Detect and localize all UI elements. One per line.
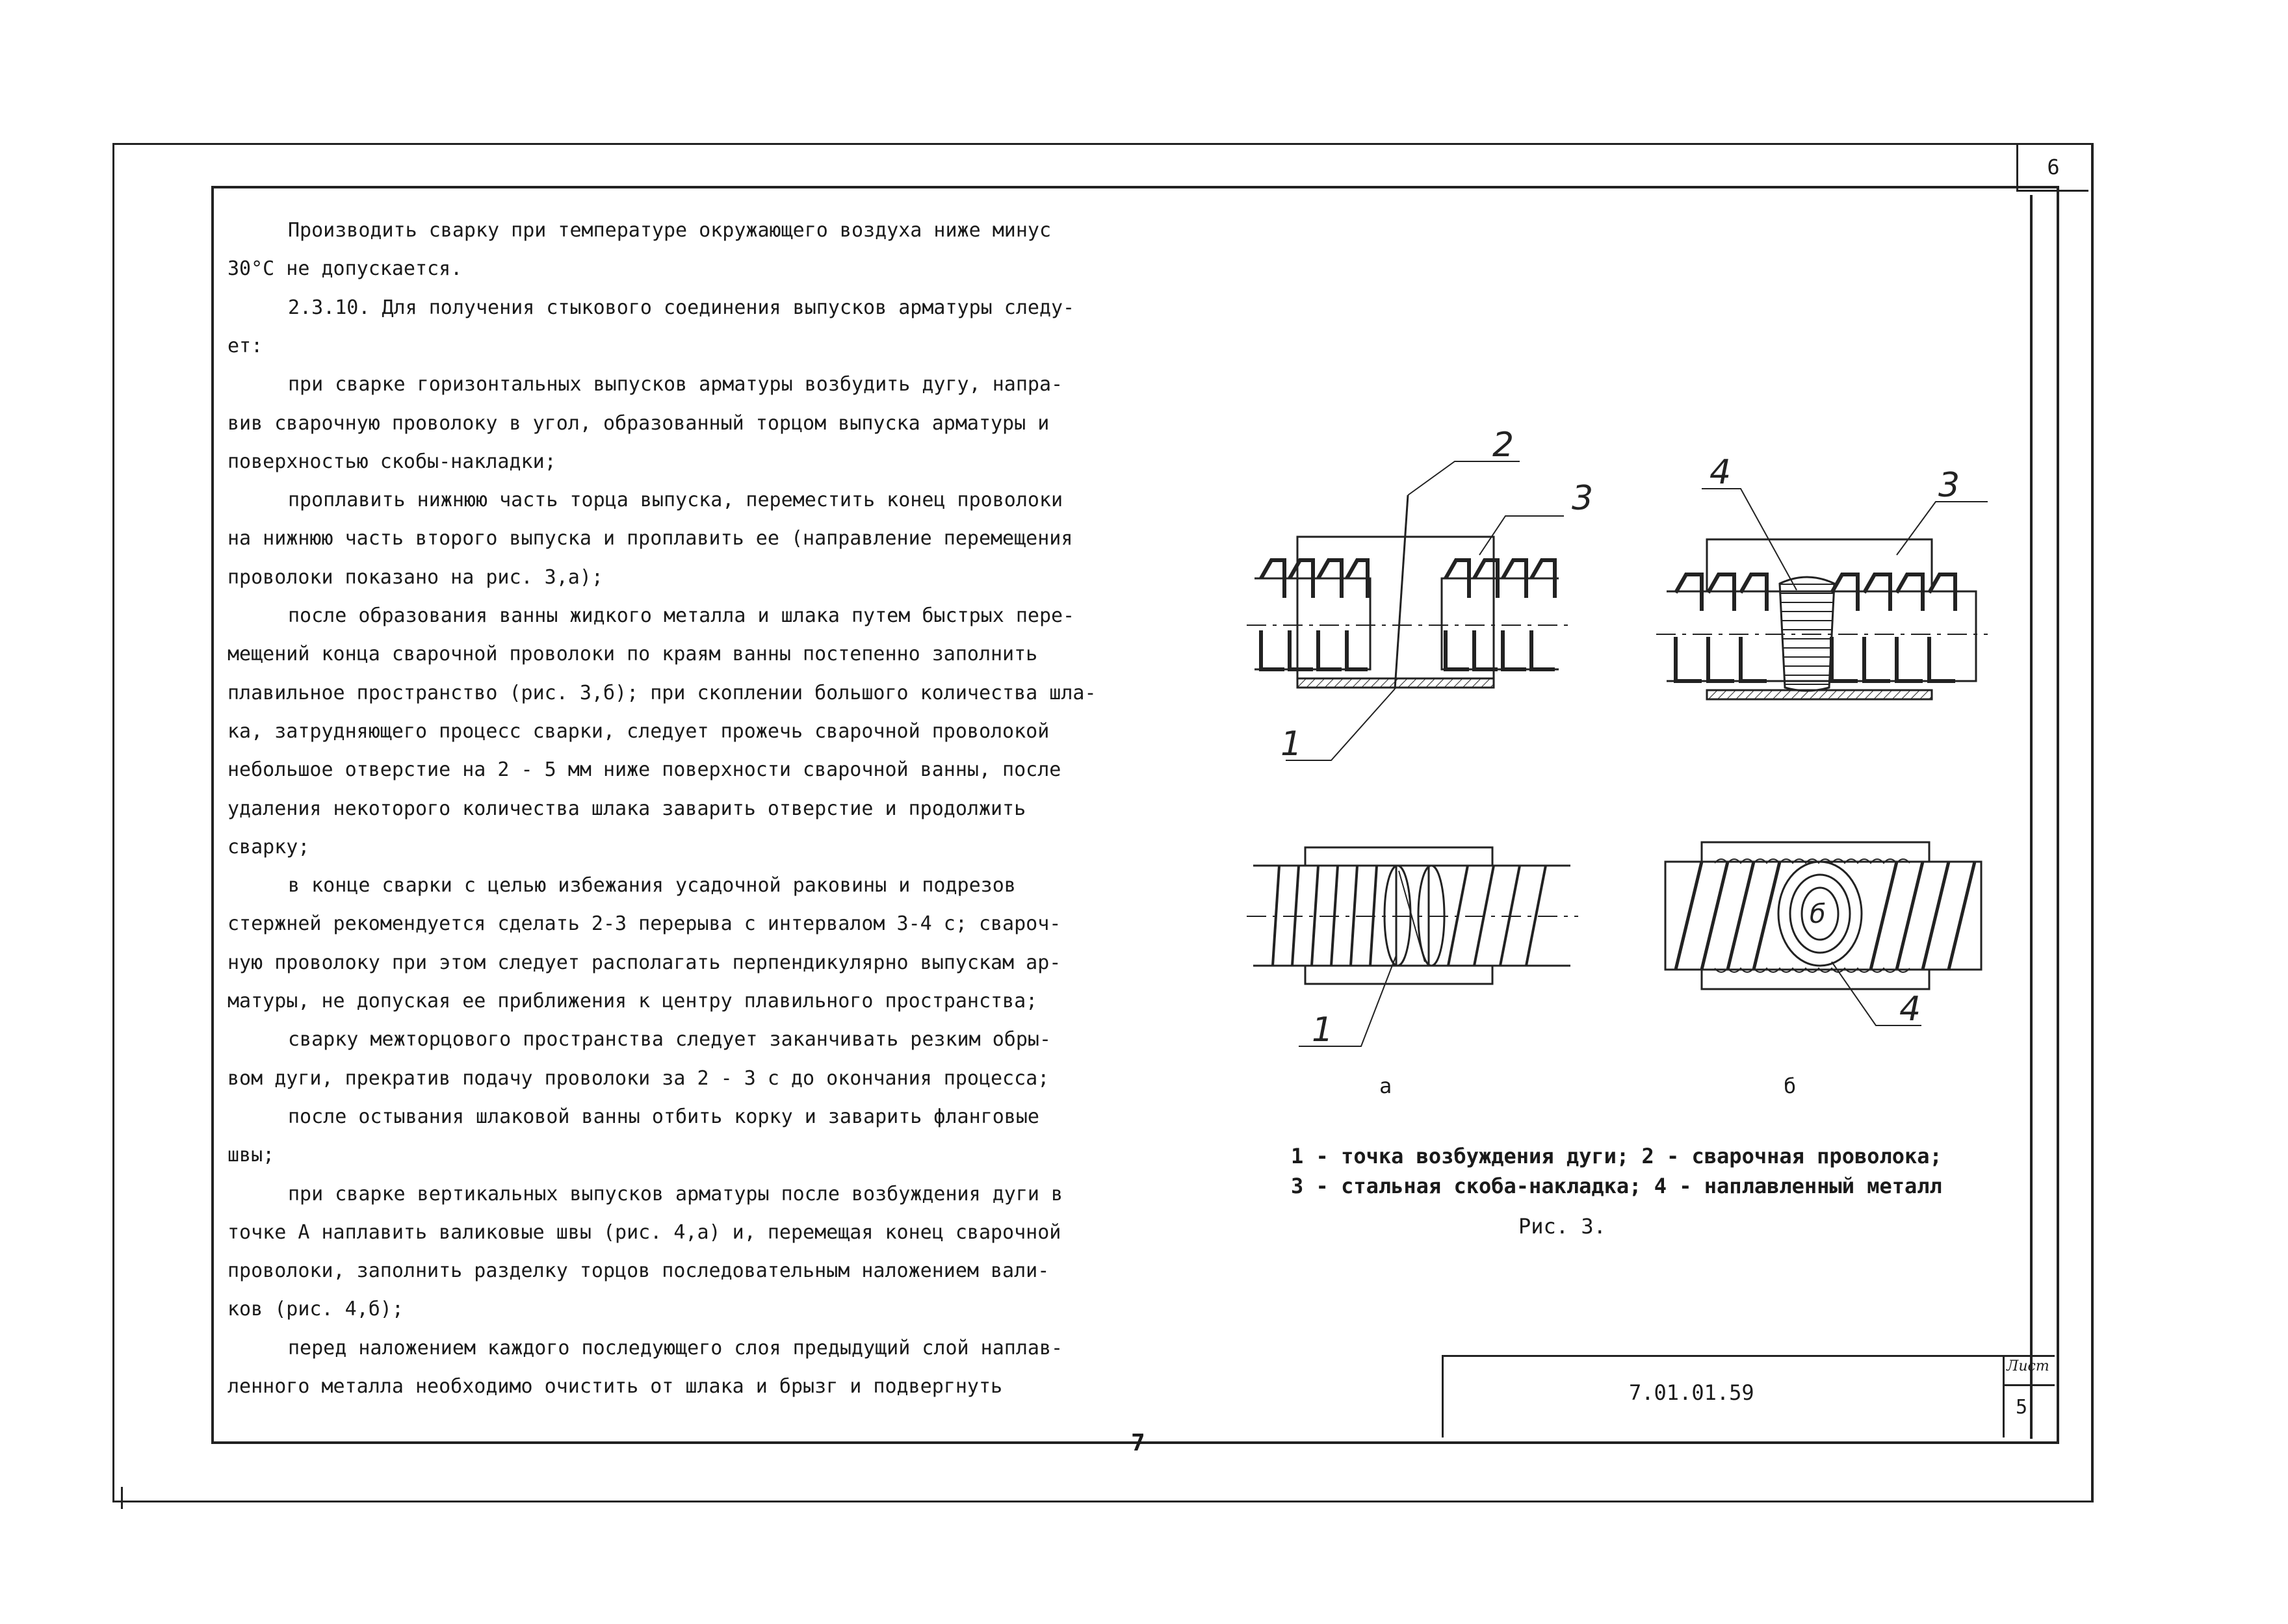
title-block-divider bbox=[2003, 1357, 2005, 1437]
text-line: ленного металла необходимо очистить от шлака и брызг и подвергнуть bbox=[228, 1375, 1003, 1398]
fig-a-wire bbox=[1395, 495, 1408, 689]
title-block bbox=[1442, 1355, 2055, 1437]
text-line: проплавить нижнюю часть торца выпуска, переместить конец проволоки bbox=[288, 489, 1063, 512]
text-line: при сварке вертикальных выпусков арматуры после возбуждения дуги в bbox=[288, 1182, 1063, 1205]
text-line: ет: bbox=[228, 334, 263, 357]
fig-a-bracket bbox=[1297, 537, 1494, 678]
callout-2: 2 bbox=[1492, 426, 1514, 465]
text-line: после остывания шлаковой ванны отбить корку и заварить фланговые bbox=[288, 1105, 1039, 1128]
text-line: перед наложением каждого последующего слоя предыдущий слой наплав- bbox=[288, 1336, 1063, 1360]
text-line: вив сварочную проволоку в угол, образованный торцом выпуска арматуры и bbox=[228, 411, 1050, 435]
figure-drawing bbox=[1247, 416, 1988, 1098]
subfig-label-b: б bbox=[1784, 1074, 1797, 1098]
text-line: небольшое отверстие на 2 - 5 мм ниже поверхности сварочной ванны, после bbox=[228, 758, 1061, 782]
corner-page-number: 6 bbox=[2016, 144, 2088, 192]
frame-right-rule bbox=[2030, 195, 2033, 1439]
callout-1b: 1 bbox=[1312, 1011, 1334, 1050]
welding-figure bbox=[1247, 416, 1988, 1098]
text-line: сварку межторцового пространства следует заканчивать резким обры- bbox=[288, 1028, 1051, 1051]
text-line: швы; bbox=[228, 1144, 275, 1167]
callout-3a: 3 bbox=[1572, 479, 1594, 518]
text-line: ную проволоку при этом следует располагать перпендикулярно выпускам ар- bbox=[228, 951, 1061, 974]
text-line: на нижнюю часть второго выпуска и проплавить ее (направление перемещения bbox=[228, 527, 1073, 550]
title-block-rule bbox=[2003, 1384, 2055, 1386]
text-line: 2.3.10. Для получения стыкового соединения выпусков арматуры следу- bbox=[288, 296, 1075, 319]
fig-a-bar-right bbox=[1442, 578, 1559, 669]
figure-legend-line-2: 3 - стальная скоба-накладка; 4 - наплавленный металл bbox=[1291, 1174, 1942, 1198]
text-line: сварку; bbox=[228, 835, 310, 858]
callout-b-center: б bbox=[1810, 899, 1826, 929]
text-line: мещений конца сварочной проволоки по краям ванны постепенно заполнить bbox=[228, 643, 1038, 666]
text-line: ков (рис. 4,б); bbox=[228, 1298, 404, 1321]
text-line: 30°С не допускается. bbox=[228, 257, 463, 281]
text-line: поверхностью скобы-накладки; bbox=[228, 450, 556, 473]
text-line: плавильное пространство (рис. 3,б); при скоплении большого количества шла- bbox=[228, 681, 1097, 704]
page-number: 7 bbox=[1131, 1430, 1145, 1456]
text-line: точке А наплавить валиковые швы (рис. 4,а) и, перемещая конец сварочной bbox=[228, 1220, 1061, 1244]
figure-caption: Рис. 3. bbox=[1518, 1214, 1606, 1239]
callout-1a: 1 bbox=[1280, 725, 1303, 764]
text-line: в конце сварки с целью избежания усадочной раковины и подрезов bbox=[288, 874, 1016, 897]
sheet-label: Лист bbox=[2007, 1358, 2049, 1374]
document-code: 7.01.01.59 bbox=[1629, 1380, 1754, 1405]
text-line: проволоки, заполнить разделку торцов последовательным наложением вали- bbox=[228, 1259, 1050, 1283]
text-line: матуры, не допуская ее приближения к центру плавильного пространства; bbox=[228, 990, 1038, 1012]
figure-legend-line-1: 1 - точка возбуждения дуги; 2 - сварочная проволока; bbox=[1291, 1144, 1942, 1168]
callout-3b: 3 bbox=[1938, 466, 1960, 505]
text-line: при сварке горизонтальных выпусков арматуры возбудить дугу, напра- bbox=[288, 373, 1063, 396]
subfig-label-a: а bbox=[1379, 1074, 1392, 1098]
fig-a-plan-bracket-top bbox=[1305, 847, 1492, 866]
text-line: после образования ванны жидкого металла и шлака путем быстрых пере- bbox=[288, 604, 1075, 627]
text-line: удаления некоторого количества шлака заварить отверстие и продолжить bbox=[228, 797, 1026, 820]
callout-4b: 4 bbox=[1899, 990, 1921, 1029]
text-line: проволоки показано на рис. 3,а); bbox=[228, 565, 603, 589]
frame-tick bbox=[121, 1487, 123, 1509]
callout-4a: 4 bbox=[1710, 453, 1732, 492]
text-line: вом дуги, прекратив подачу проволоки за 2 - 3 с до окончания процесса; bbox=[228, 1066, 1050, 1090]
sheet-number: 5 bbox=[2016, 1396, 2028, 1419]
text-line: стержней рекомендуется сделать 2-3 перерыва с интервалом 3-4 с; свароч- bbox=[228, 912, 1061, 936]
text-line: ка, затрудняющего процесс сварки, следует прожечь сварочной проволокой bbox=[228, 719, 1050, 743]
text-line: Производить сварку при температуре окружающего воздуха ниже минус bbox=[288, 219, 1051, 242]
